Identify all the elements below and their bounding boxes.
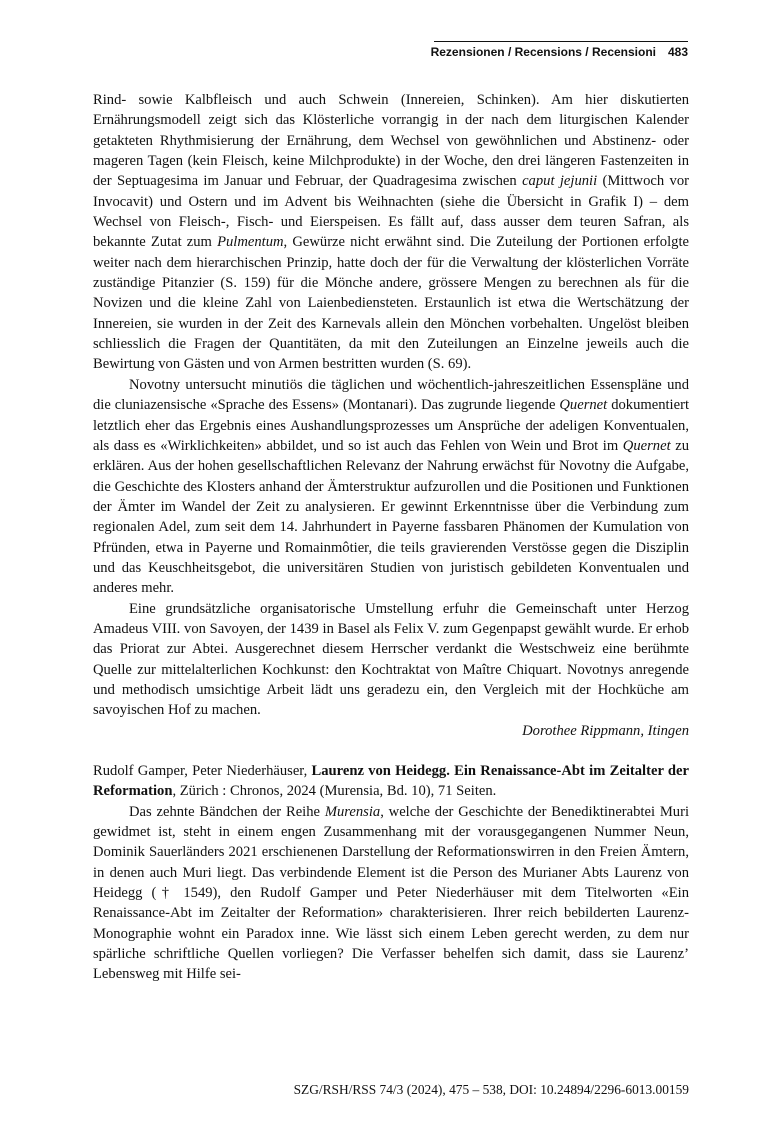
text-run: , Gewürze nicht erwähnt sind. Die Zuteilung der Portionen erfolgte weiter nach dem hierarchischen Prinzip, hatte doch der für die Verwaltung der klösterlichen Vorräte zuständige Pitanzier (S. 159) für die Mönche andere, grössere Mengen zu berechnen als für die Novizen und die kleine Zahl von Laienbediensteten. Erstaunlich ist etwa die Wertschätzung der Innereien, sie wurden in der Zeit des Karnevals allein den Mönchen vorbehalten. Ungelöst bleiben schliesslich die Fragen der Quantitäten, da mit den Zuteilungen an Einzelne jeweils auch die Bewirtung von Gästen und von Armen bestritten wurden (S. 69). — [93, 234, 689, 373]
review1-paragraph-3: Eine grundsätzliche organisatorische Umstellung erfuhr die Gemeinschaft unter Herzog Amadeus VIII. von Savoyen, der 1439 in Basel als Felix V. zum Gegenpapst gewählt wurde. Er erhob das Priorat zur Abtei. Ausgerechnet diesem Herrscher verdankt die Westschweiz eine berühmte Quelle zur mittelalterlichen Kochkunst: den Kochtraktat von Maître Chiquart. Novotnys anregende und methodisch umsichtige Arbeit lädt uns geradezu ein, den Vergleich mit der Hochküche am savoyischen Hof zu machen. — [93, 600, 689, 719]
header-rule — [434, 41, 688, 42]
review1-paragraph-2 — [93, 375, 689, 599]
latin-term: caput jejunii — [522, 173, 598, 190]
publication-info: , Zürich : Chronos, 2024 (Murensia, Bd. 10), 71 Seiten. — [172, 783, 497, 800]
source-title: Quernet — [622, 437, 671, 454]
text-run: Novotny untersucht minutiös die täglichen und wöchentlich-jahreszeitlichen Essenspläne und die cluniazensische «Sprache des Essens» (Montanari). Das zugrunde liegende — [93, 376, 689, 414]
text-run: (Mittwoch vor Invocavit) und Ostern und im Advent bis Weihnachten (siehe die Übersicht in Grafik I) – dem Wechsel von Fleisch-, Fisch- und Eierspeisen. Es fällt auf, dass ausser dem teuren Safran, als bekannte Zutat zum — [93, 173, 689, 251]
footer-citation: SZG/RSH/RSS 74/3 (2024), 475 – 538, DOI: 10.24894/2296-6013.00159 — [293, 1082, 689, 1097]
latin-term: Pulmentum — [217, 234, 284, 251]
review1-paragraph-1 — [93, 90, 689, 375]
text-run: dokumentiert letztlich eher das Ergebnis eines Aushandlungsprozesses um Ansprüche der adeligen Konventualen, als dass es «Wirklichkeiten» abbildet, und so ist auch das Fehlen von Wein und Brot im — [93, 397, 690, 454]
text-run: Rind- sowie Kalbfleisch und auch Schwein (Innereien, Schinken). Am hier diskutierten Ernährungsmodell zeigt sich das Klösterliche vorrangig in der nach dem liturgischen Kalender getakteten Rhythmisierung der Ernährung, dem Wechsel von gewöhnlichen und Abstinenz- oder mageren Tagen (kein Fleisch, keine Milchprodukte) in der Woche, den drei längeren Fastenzeiten in der Septuagesima im Januar und Februar, der Quadragesima zwischen — [93, 92, 689, 190]
text-run: , welche der Geschichte der Benediktinerabtei Muri gewidmet ist, steht in einem engen Zusammenhang mit der vorausgegangenen Nummer Neun, Dominik Sauerländers 2021 erschienenen Darstellung der Reformationswirren in den Freien Ämtern, in denen auch Muri liegt. Das verbindende Element ist die Person des Murianer Abts Laurenz von Heidegg († 1549), den Rudolf Gamper und Peter Niederhäuser mit dem Titelworten «Ein Renaissance-Abt im Zeitalter der Reformation» charakterisieren. Ihrer reich bebilderten Laurenz-Monographie wohnt ein Paradox inne. Wie lässt sich einem Leben gerecht werden, zu dem nur spärliche schriftliche Quellen vorliegen? Die Verfasser behelfen sich damit, dass sie Laurenz’ Lebensweg mit Hilfe sei- — [93, 803, 690, 983]
review2-paragraph-1 — [93, 802, 689, 985]
book-authors: Rudolf Gamper, Peter Niederhäuser, — [93, 763, 308, 779]
text-run: zu erklären. Aus der hohen gesellschaftlichen Relevanz der Nahrung erwächst für Novotny die Aufgabe, die Geschichte des Klosters anhand der Ämterstruktur aufzurollen und die Positionen und Funktionen der Ämter im Wandel der Zeit zu analysieren. Er gewinnt Erkenntnisse über die Verbindung zum regionalen Adel, zum seit dem 14. Jahrhundert in Payerne fassbaren Phänomen der Kumulation von Pfründen, etwa in Payerne und Romainmôtier, die teils gravierenden Verstösse gegen die Disziplin und das Keuschheitsgebot, die universitären Studien von juristisch gebildeten Konventualen und anderes mehr. — [93, 437, 689, 597]
text-run: Das zehnte Bändchen der Reihe — [129, 803, 320, 820]
section-title: Rezensionen / Recensions / Recensioni — [430, 45, 656, 59]
reviewer-signature: Dorothee Rippmann, Itingen — [522, 722, 689, 739]
main-text — [93, 90, 689, 985]
series-title: Murensia — [324, 803, 381, 820]
review2-citation — [93, 761, 689, 802]
page-number: 483 — [667, 45, 688, 59]
running-head — [428, 40, 688, 60]
section-gap — [93, 741, 689, 761]
source-title: Quernet — [559, 397, 608, 414]
book-title: Laurenz von Heidegg. Ein Renaissance-Abt im Zeitalter der Reformation — [93, 763, 689, 800]
